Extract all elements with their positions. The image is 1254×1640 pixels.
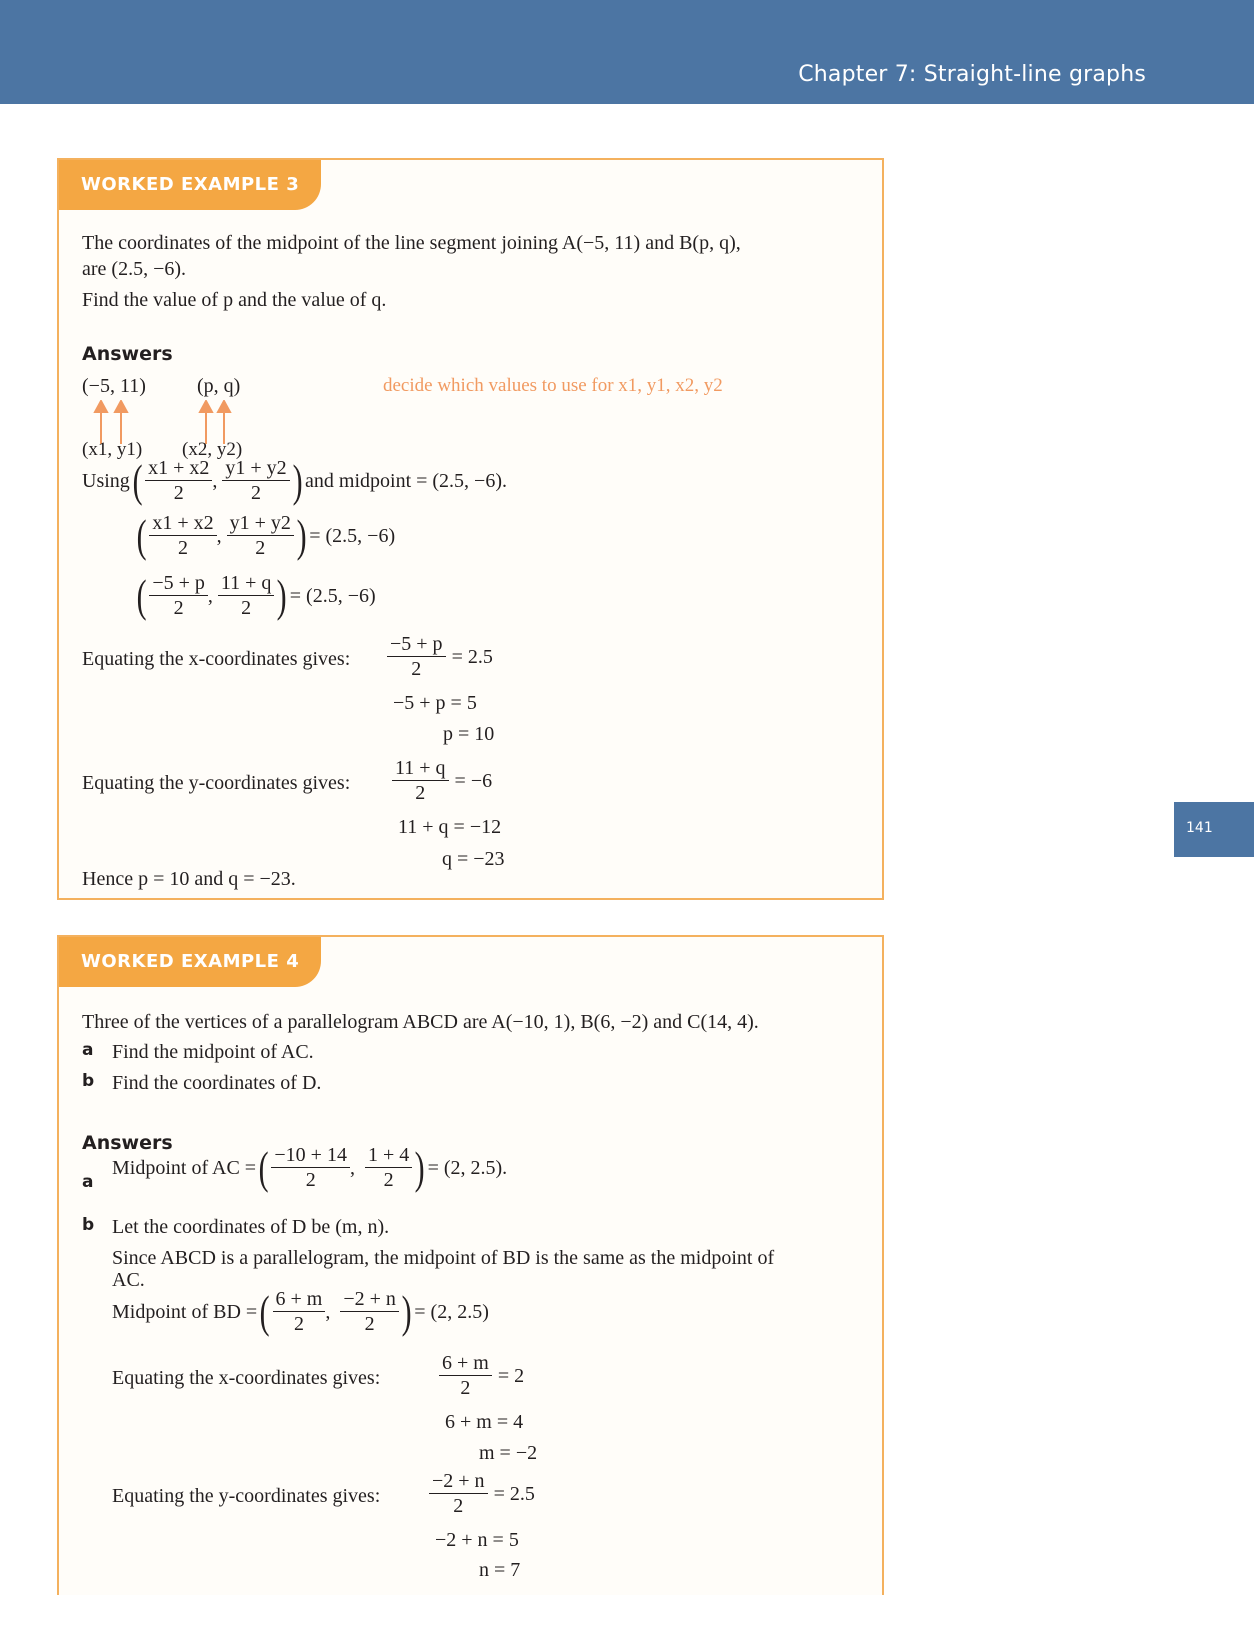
fraction-y: $\frac{y1 + y2}{2}$ [222,456,289,505]
substituted-equation-line: ( $\frac{-5 + p}{2}$ , $\frac{11 + q}{2}$ ) = (2.5, −6) [136,569,376,621]
equating-y-label: Equating the y-coordinates gives: [82,772,351,794]
answer-a-line: Midpoint of AC = ( $\frac{-10 + 14}{2}$ , $\frac{1 + 4}{2}$ ) = (2, 2.5). [112,1141,508,1193]
question-b-label: b [82,1071,95,1091]
using-word: Using [82,469,130,492]
equating-y-fraction: $\frac{-2 + n}{2}$ = 2.5 [429,1469,535,1518]
equating-x-step1: 6 + m = 4 [445,1411,524,1433]
equating-x-step2: m = −2 [479,1442,538,1464]
worked-example-3 [57,158,884,900]
answer-b-line-1: Let the coordinates of D be (m, n). [112,1216,390,1238]
equating-x-label: Equating the x-coordinates gives: [82,648,351,670]
page-number: 141 [1186,820,1213,836]
conclusion: Hence p = 10 and q = −23. [82,868,296,890]
question-a: Find the midpoint of AC. [112,1041,314,1063]
header-band [0,0,1254,104]
question-line-3: Find the value of p and the value of q. [82,289,387,311]
answer-a-label: a [82,1172,94,1192]
equating-y-fraction: $\frac{11 + q}{2}$ = −6 [392,756,492,805]
answers-heading: Answers [82,343,173,365]
label-x2-y2: (x2, y2) [182,439,243,460]
equals-midpoint: = (2.5, −6) [309,524,396,547]
arrowhead-y2 [218,401,230,412]
equating-y-step2: n = 7 [479,1559,521,1581]
equating-x-fraction: $\frac{-5 + p}{2}$ = 2.5 [387,632,493,681]
equating-x-fraction: $\frac{6 + m}{2}$ = 2 [439,1351,524,1400]
midpoint-formula-line: Using ( $\frac{x1 + x2}{2}$ , $\frac{y1 + y2}{2}$ ) and midpoint = (2.5, −6). [82,454,507,506]
close-paren: ) [292,454,303,506]
equating-x-step2: p = 10 [443,723,495,745]
question-a-label: a [82,1040,94,1060]
equating-y-label: Equating the y-coordinates gives: [112,1485,381,1507]
question-line-2: are (2.5, −6). [82,258,187,280]
point-b: (p, q) [197,375,241,397]
equating-y-step2: q = −23 [442,848,505,870]
note-text: decide which values to use for x1, y1, x2, y2 [383,375,723,396]
answer-b-line-2: Since ABCD is a parallelogram, the midpoint of BD is the same as the midpoint of [112,1247,775,1269]
answer-b-line-3: AC. [112,1269,145,1291]
equating-x-label: Equating the x-coordinates gives: [112,1367,381,1389]
question-b: Find the coordinates of D. [112,1072,322,1094]
formula-equation-line: ( $\frac{x1 + x2}{2}$ , $\frac{y1 + y2}{2}$ ) = (2.5, −6) [136,509,396,561]
arrowhead-x2 [200,401,212,412]
worked-example-4 [57,935,884,1595]
worked-example-3-tab: WORKED EXAMPLE 3 [59,160,321,210]
arrowhead-y1 [115,401,127,412]
answers-heading: Answers [82,1132,173,1154]
midpoint-bd-line: Midpoint of BD = ( $\frac{6 + m}{2}$ , $\frac{-2 + n}{2}$ ) = (2, 2.5) [112,1285,489,1337]
equating-x-step1: −5 + p = 5 [393,692,477,714]
question-line-1: The coordinates of the midpoint of the line segment joining A(−5, 11) and B(p, q), [82,232,741,254]
point-a: (−5, 11) [82,375,146,397]
question-line-1: Three of the vertices of a parallelogram ABCD are A(−10, 1), B(6, −2) and C(14, 4). [82,1011,759,1033]
answer-b-label: b [82,1215,95,1235]
equating-y-step1: 11 + q = −12 [398,816,502,838]
chapter-title: Chapter 7: Straight-line graphs [798,62,1146,87]
arrowhead-x1 [95,401,107,412]
equating-y-step1: −2 + n = 5 [435,1529,519,1551]
fraction-x: $\frac{x1 + x2}{2}$ [145,456,212,505]
label-x1-y1: (x1, y1) [82,439,143,460]
open-paren: ( [132,454,143,506]
worked-example-4-tab: WORKED EXAMPLE 4 [59,937,321,987]
and-midpoint: and midpoint = (2.5, −6). [305,469,507,492]
